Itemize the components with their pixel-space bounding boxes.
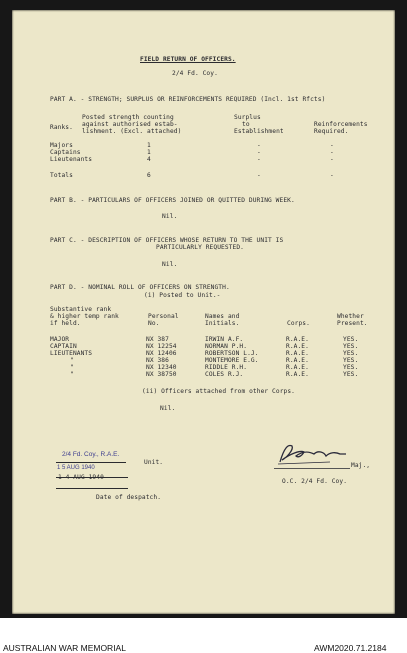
col-names-1: Names and [205,313,240,320]
maj-label: Maj., [351,462,371,469]
col-ranks: Ranks. [50,124,73,131]
col-surplus-2: to [242,121,250,128]
col-rank-3: if held. [50,320,81,327]
unit-name: 2/4 Fd. Coy. [172,70,218,77]
date-stamp: 1 5 AUG 1940 [57,465,95,471]
col-personal-1: Personal [148,313,179,320]
part-b-heading: PART B. - PARTICULARS OF OFFICERS JOINED OR QUITTED DURING WEEK. [50,197,295,204]
col-rank-2: & higher temp rank [50,313,119,320]
col-present-2: Present. [337,320,368,327]
part-c-heading-2: PARTICULARLY REQUESTED. [156,244,244,251]
unit-stamp: 2/4 Fd. Coy., R.A.E. [62,451,120,458]
col-surplus-1: Surplus [234,114,261,121]
part-d-sub-ii: (ii) Officers attached from other Corps. [142,388,296,395]
signature-image [274,440,354,468]
unit-label: Unit. [144,459,164,466]
col-posted-3: lishment. (Excl. attached) [82,128,182,135]
col-present-1: Whether [337,313,364,320]
col-reinf-2: Required. [314,128,349,135]
col-posted-1: Posted strength counting [82,114,174,121]
col-posted-2: against authorised estab- [82,121,178,128]
underline-rule [56,462,126,463]
part-d-value-ii: Nil. [160,405,176,412]
archive-name: AUSTRALIAN WAR MEMORIAL [3,643,126,653]
part-b-value: Nil. [162,213,178,220]
col-personal-2: No. [148,320,160,327]
signature-rule [274,468,350,469]
archive-id: AWM2020.71.2184 [314,643,387,653]
strikethrough-line [56,477,128,478]
col-corps: Corps. [287,320,310,327]
part-d-heading: PART D. - NOMINAL ROLL OF OFFICERS ON STRENGTH. [50,284,230,291]
part-c-value: Nil. [162,261,178,268]
col-names-2: Initials. [205,320,240,327]
document-title: FIELD RETURN OF OFFICERS. [140,56,236,63]
col-surplus-3: Establishment [234,128,284,135]
col-rank-1: Substantive rank [50,306,112,313]
archive-footer [0,618,407,653]
underline-rule [56,488,128,489]
part-d-sub-i: (i) Posted to Unit.- [144,292,221,299]
date-label: Date of despatch. [96,494,162,501]
part-a-heading: PART A. - STRENGTH; SURPLUS OR REINFORCEMENTS REQUIRED (Incl. 1st Rfcts) [50,96,326,103]
document-page: FIELD RETURN OF OFFICERS. 2/4 Fd. Coy. PART A. - STRENGTH; SURPLUS OR REINFORCEMENTS REQUIRED (Incl. 1st Rfcts) Ranks. Posted strength counting against authorised estab- lishment. (Excl. attached) Surplus to Establishment Reinforcements Required. Majors 1 - - Captains 1 - - Lieutenants 4 - - Totals 6 - - PART B. - PARTICULARS OF OFFICERS JOINED OR QUITTED DURING WEEK. Nil. PART C. - DESCRIPTION OF OFFICERS WHOSE RETURN TO THE UNIT IS PARTICULARLY REQUESTED. Nil. PART D. - NOMINAL ROLL OF OFFICERS ON STRENGTH. (i) Posted to Unit.- Substantive rank & higher temp rank if held. Personal No. Names and Initials. Corps. Whether Present. MAJOR NX 387 IRWIN A.F. R.A.E. YES. CAPTAIN NX 12254 NORMAN P.H. R.A.E. YES. LIEUTENANTS NX 12406 ROBERTSON L.J. R.A.E. YES. " NX 386 MONTEMORE E.G. R.A.E. YES. " NX 12340 RIDDLE R.H. R.A.E. YES. " NX 38750 COLES R.J. R.A.E. YES. (ii) Officers attached from other Corps. Nil. 2/4 Fd. Coy., R.A.E. 1 5 AUG 1940 Unit. Date of despatch. Maj., O.C. 2/4 Fd. Coy. [12,10,395,614]
col-reinf-1: Reinforcements [314,121,368,128]
part-c-heading-1: PART C. - DESCRIPTION OF OFFICERS WHOSE RETURN TO THE UNIT IS [50,237,284,244]
oc-label: O.C. 2/4 Fd. Coy. [282,478,348,485]
